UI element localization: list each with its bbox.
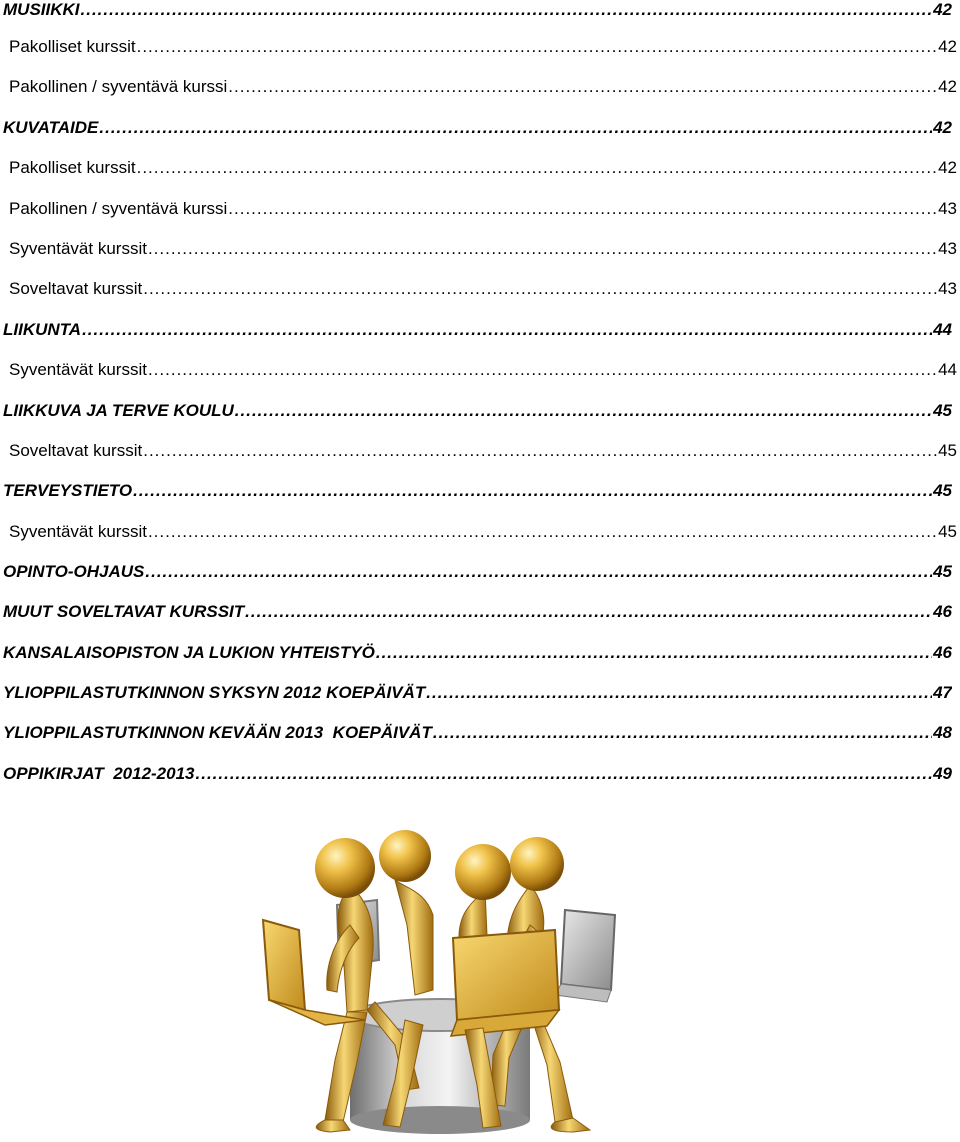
dot-leader	[99, 118, 932, 138]
toc-entry-opinto-ohjaus[interactable]	[3, 562, 952, 586]
toc-entry-musiikki[interactable]	[3, 0, 952, 24]
toc-entry-title: KUVATAIDE	[3, 118, 99, 137]
toc-entry-kansalaisopiston-yhteistyo[interactable]	[3, 643, 952, 667]
dot-leader	[228, 77, 937, 97]
toc-entry-pakollinen-syventava[interactable]	[9, 77, 957, 101]
toc-entry-yo-syksy-2012[interactable]	[3, 683, 952, 707]
toc-entry-syventavat-kurssit[interactable]	[9, 239, 957, 263]
toc-entry-title: Syventävät kurssit	[9, 522, 147, 541]
dot-leader	[426, 683, 932, 703]
toc-entry-title: OPPIKIRJAT 2012-2013	[3, 764, 195, 783]
toc-entry-title: YLIOPPILASTUTKINNON SYKSYN 2012 KOEPÄIVÄT	[3, 683, 426, 702]
dot-leader	[148, 239, 937, 259]
toc-entry-title: TERVEYSTIETO	[3, 481, 133, 500]
toc-entry-syventavat-kurssit[interactable]	[9, 360, 957, 384]
toc-entry-title: Pakollinen / syventävä kurssi	[9, 77, 228, 96]
dot-leader	[148, 360, 937, 380]
dot-leader	[196, 764, 933, 784]
toc-entry-page: 43	[938, 239, 957, 258]
toc-entry-title: Soveltavat kurssit	[9, 441, 143, 460]
toc-entry-page: 42	[938, 37, 957, 56]
toc-entry-kuvataide[interactable]	[3, 118, 952, 142]
toc-entry-page: 45	[933, 481, 952, 500]
toc-entry-page: 46	[933, 643, 952, 662]
dot-leader	[145, 562, 932, 582]
toc-entry-pakollinen-syventava[interactable]	[9, 199, 957, 223]
dot-leader	[137, 37, 937, 57]
toc-entry-title: LIIKUNTA	[3, 320, 82, 339]
toc-entry-page: 47	[933, 683, 952, 702]
toc-entry-terveystieto[interactable]	[3, 481, 952, 505]
toc-entry-page: 43	[938, 279, 957, 298]
dot-leader	[81, 0, 933, 20]
toc-entry-title: Soveltavat kurssit	[9, 279, 143, 298]
toc-entry-title: MUSIIKKI	[3, 0, 80, 19]
dot-leader	[376, 643, 932, 663]
dot-leader	[133, 481, 932, 501]
toc-entry-title: LIIKKUVA JA TERVE KOULU	[3, 401, 234, 420]
toc-entry-liikunta[interactable]	[3, 320, 952, 344]
toc-entry-syventavat-kurssit[interactable]	[9, 522, 957, 546]
toc-entry-page: 45	[933, 401, 952, 420]
toc-entry-liikkuva-ja-terve-koulu[interactable]	[3, 401, 952, 425]
toc-entry-page: 43	[938, 199, 957, 218]
toc-entry-title: MUUT SOVELTAVAT KURSSIT	[3, 602, 245, 621]
toc-entry-page: 42	[938, 158, 957, 177]
toc-entry-pakolliset-kurssit[interactable]	[9, 37, 957, 61]
dot-leader	[82, 320, 932, 340]
toc-entry-pakolliset-kurssit[interactable]	[9, 158, 957, 182]
toc-entry-title: Pakolliset kurssit	[9, 37, 136, 56]
toc-entry-title: Pakollinen / syventävä kurssi	[9, 199, 228, 218]
toc-entry-title: KANSALAISOPISTON JA LUKION YHTEISTYÖ	[3, 643, 375, 662]
toc-entry-page: 44	[938, 360, 957, 379]
toc-entry-muut-soveltavat-kurssit[interactable]	[3, 602, 952, 626]
toc-entry-title: Syventävät kurssit	[9, 360, 147, 379]
golden-figures-with-laptops-icon	[255, 830, 635, 1135]
dot-leader	[235, 401, 932, 421]
toc-entry-title: OPINTO-OHJAUS	[3, 562, 145, 581]
dot-leader	[148, 522, 937, 542]
dot-leader	[143, 279, 937, 299]
toc-entry-page: 44	[933, 320, 952, 339]
dot-leader	[433, 723, 932, 743]
toc-entry-page: 49	[933, 764, 952, 783]
toc-entry-soveltavat-kurssit[interactable]	[9, 441, 957, 465]
dot-leader	[228, 199, 937, 219]
toc-entry-page: 42	[933, 0, 952, 19]
toc-entry-page: 46	[933, 602, 952, 621]
dot-leader	[245, 602, 932, 622]
dot-leader	[137, 158, 937, 178]
toc-entry-title: Pakolliset kurssit	[9, 158, 136, 177]
toc-entry-soveltavat-kurssit[interactable]	[9, 279, 957, 303]
gold-laptop-center	[451, 930, 559, 1036]
toc-entry-title: Syventävät kurssit	[9, 239, 147, 258]
toc-entry-title: YLIOPPILASTUTKINNON KEVÄÄN 2013 KOEPÄIVÄT	[3, 723, 432, 742]
toc-entry-page: 48	[933, 723, 952, 742]
silver-laptop-right	[555, 910, 615, 1002]
toc-entry-page: 45	[933, 562, 952, 581]
toc-entry-page: 42	[938, 77, 957, 96]
toc-entry-yo-kevat-2013[interactable]	[3, 723, 952, 747]
toc-entry-page: 45	[938, 441, 957, 460]
dot-leader	[143, 441, 937, 461]
toc-entry-oppikirjat[interactable]	[3, 764, 952, 788]
toc-entry-page: 42	[933, 118, 952, 137]
toc-entry-page: 45	[938, 522, 957, 541]
